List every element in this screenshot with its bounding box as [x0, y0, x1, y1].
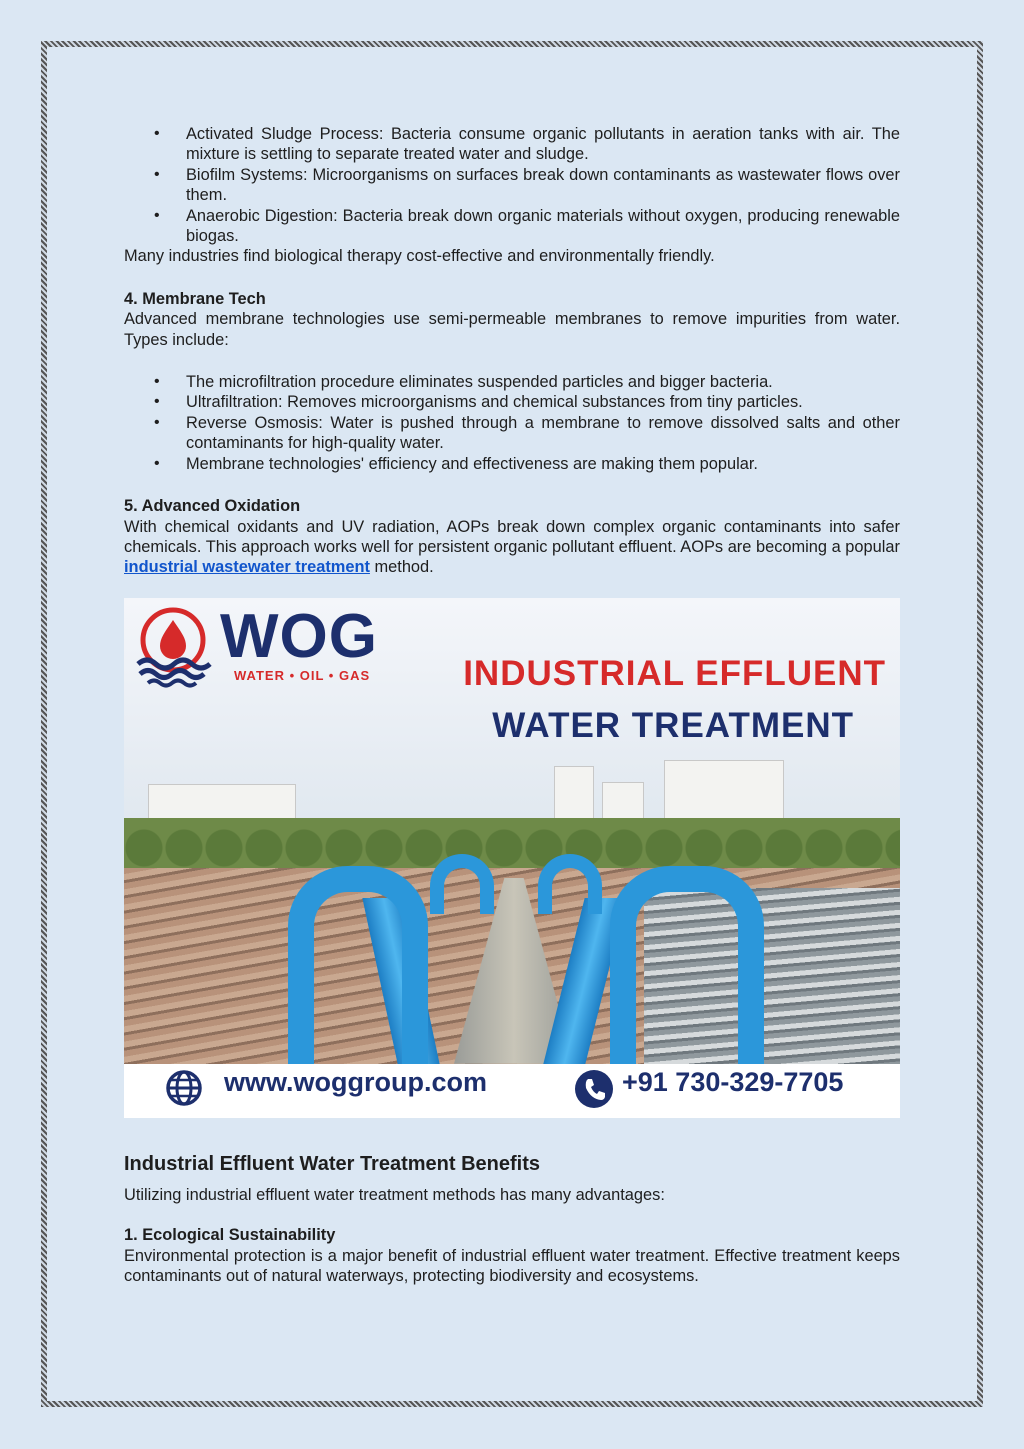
bullet-icon: • [154, 393, 160, 411]
benefits-intro: Utilizing industrial effluent water treatment methods has many advantages: [124, 1185, 665, 1204]
promo-banner-image [124, 598, 900, 1118]
bullet-icon: • [154, 373, 160, 391]
benefit-1-heading: 1. Ecological Sustainability [124, 1226, 336, 1245]
biological-process-list [124, 124, 900, 246]
water-drop-logo-icon [132, 606, 214, 688]
membrane-list [124, 372, 900, 474]
biological-summary: Many industries find biological therapy cost-effective and environmentally friendly. [124, 247, 715, 266]
banner-contact-bar [124, 1064, 900, 1118]
list-item: • Reverse Osmosis: Water is pushed through a membrane to remove dissolved salts and other contaminants for high-quality water. [154, 413, 900, 453]
list-item: • Ultrafiltration: Removes microorganisms and chemical substances from tiny particles. [154, 393, 803, 412]
bullet-icon: • [154, 454, 160, 472]
list-item: • Biofilm Systems: Microorganisms on surfaces break down contaminants as wastewater flows over them. [154, 165, 900, 205]
website-text: www.woggroup.com [224, 1066, 487, 1097]
membrane-heading: 4. Membrane Tech [124, 289, 266, 308]
benefits-title: Industrial Effluent Water Treatment Benefits [124, 1152, 540, 1175]
oxidation-heading: 5. Advanced Oxidation [124, 497, 301, 516]
brand-name: WOG [220, 601, 378, 671]
banner-headline-2: WATER TREATMENT [492, 705, 854, 745]
bullet-icon: • [154, 413, 160, 431]
phone-icon [575, 1070, 613, 1108]
banner-pipe-arch [538, 854, 602, 914]
bullet-icon: • [154, 125, 160, 142]
globe-icon [166, 1070, 202, 1106]
bullet-icon: • [154, 206, 160, 224]
banner-trees [124, 818, 900, 868]
phone-number-text: +91 730-329-7705 [622, 1066, 844, 1097]
bullet-icon: • [154, 165, 160, 183]
list-item: • Activated Sludge Process: Bacteria consume organic pollutants in aeration tanks with air. The mixture is settling to separate treated water and sludge. [154, 125, 900, 164]
banner-headline-1: INDUSTRIAL EFFLUENT [463, 653, 886, 693]
list-item: • Membrane technologies' efficiency and effectiveness are making them popular. [154, 454, 758, 473]
list-item: • Anaerobic Digestion: Bacteria break down organic materials without oxygen, producing renewable biogas. [154, 206, 900, 246]
banner-pipe-arch [288, 866, 428, 1064]
wastewater-treatment-link[interactable]: industrial wastewater treatment [124, 558, 370, 577]
banner-pipe-arch [610, 866, 764, 1064]
benefit-1-text: Environmental protection is a major benefit of industrial effluent water treatment. Effective treatment keeps contaminants out of natural waterways, protecting biodiversity and ecosystems. [124, 1246, 900, 1285]
membrane-intro: Advanced membrane technologies use semi-permeable membranes to remove impurities from water. Types include: [124, 310, 900, 349]
brand-tagline: WATER • OIL • GAS [234, 667, 371, 683]
document-body [124, 124, 900, 1286]
oxidation-paragraph: With chemical oxidants and UV radiation, AOPs break down complex organic contaminants into safer chemicals. This approach works well for persistent organic pollutant effluent. AOPs are becoming a popular industrial wastewater treatment method. [124, 517, 900, 577]
banner-pipe-arch [430, 854, 494, 914]
list-item: • The microfiltration procedure eliminates suspended particles and bigger bacteria. [154, 373, 773, 392]
